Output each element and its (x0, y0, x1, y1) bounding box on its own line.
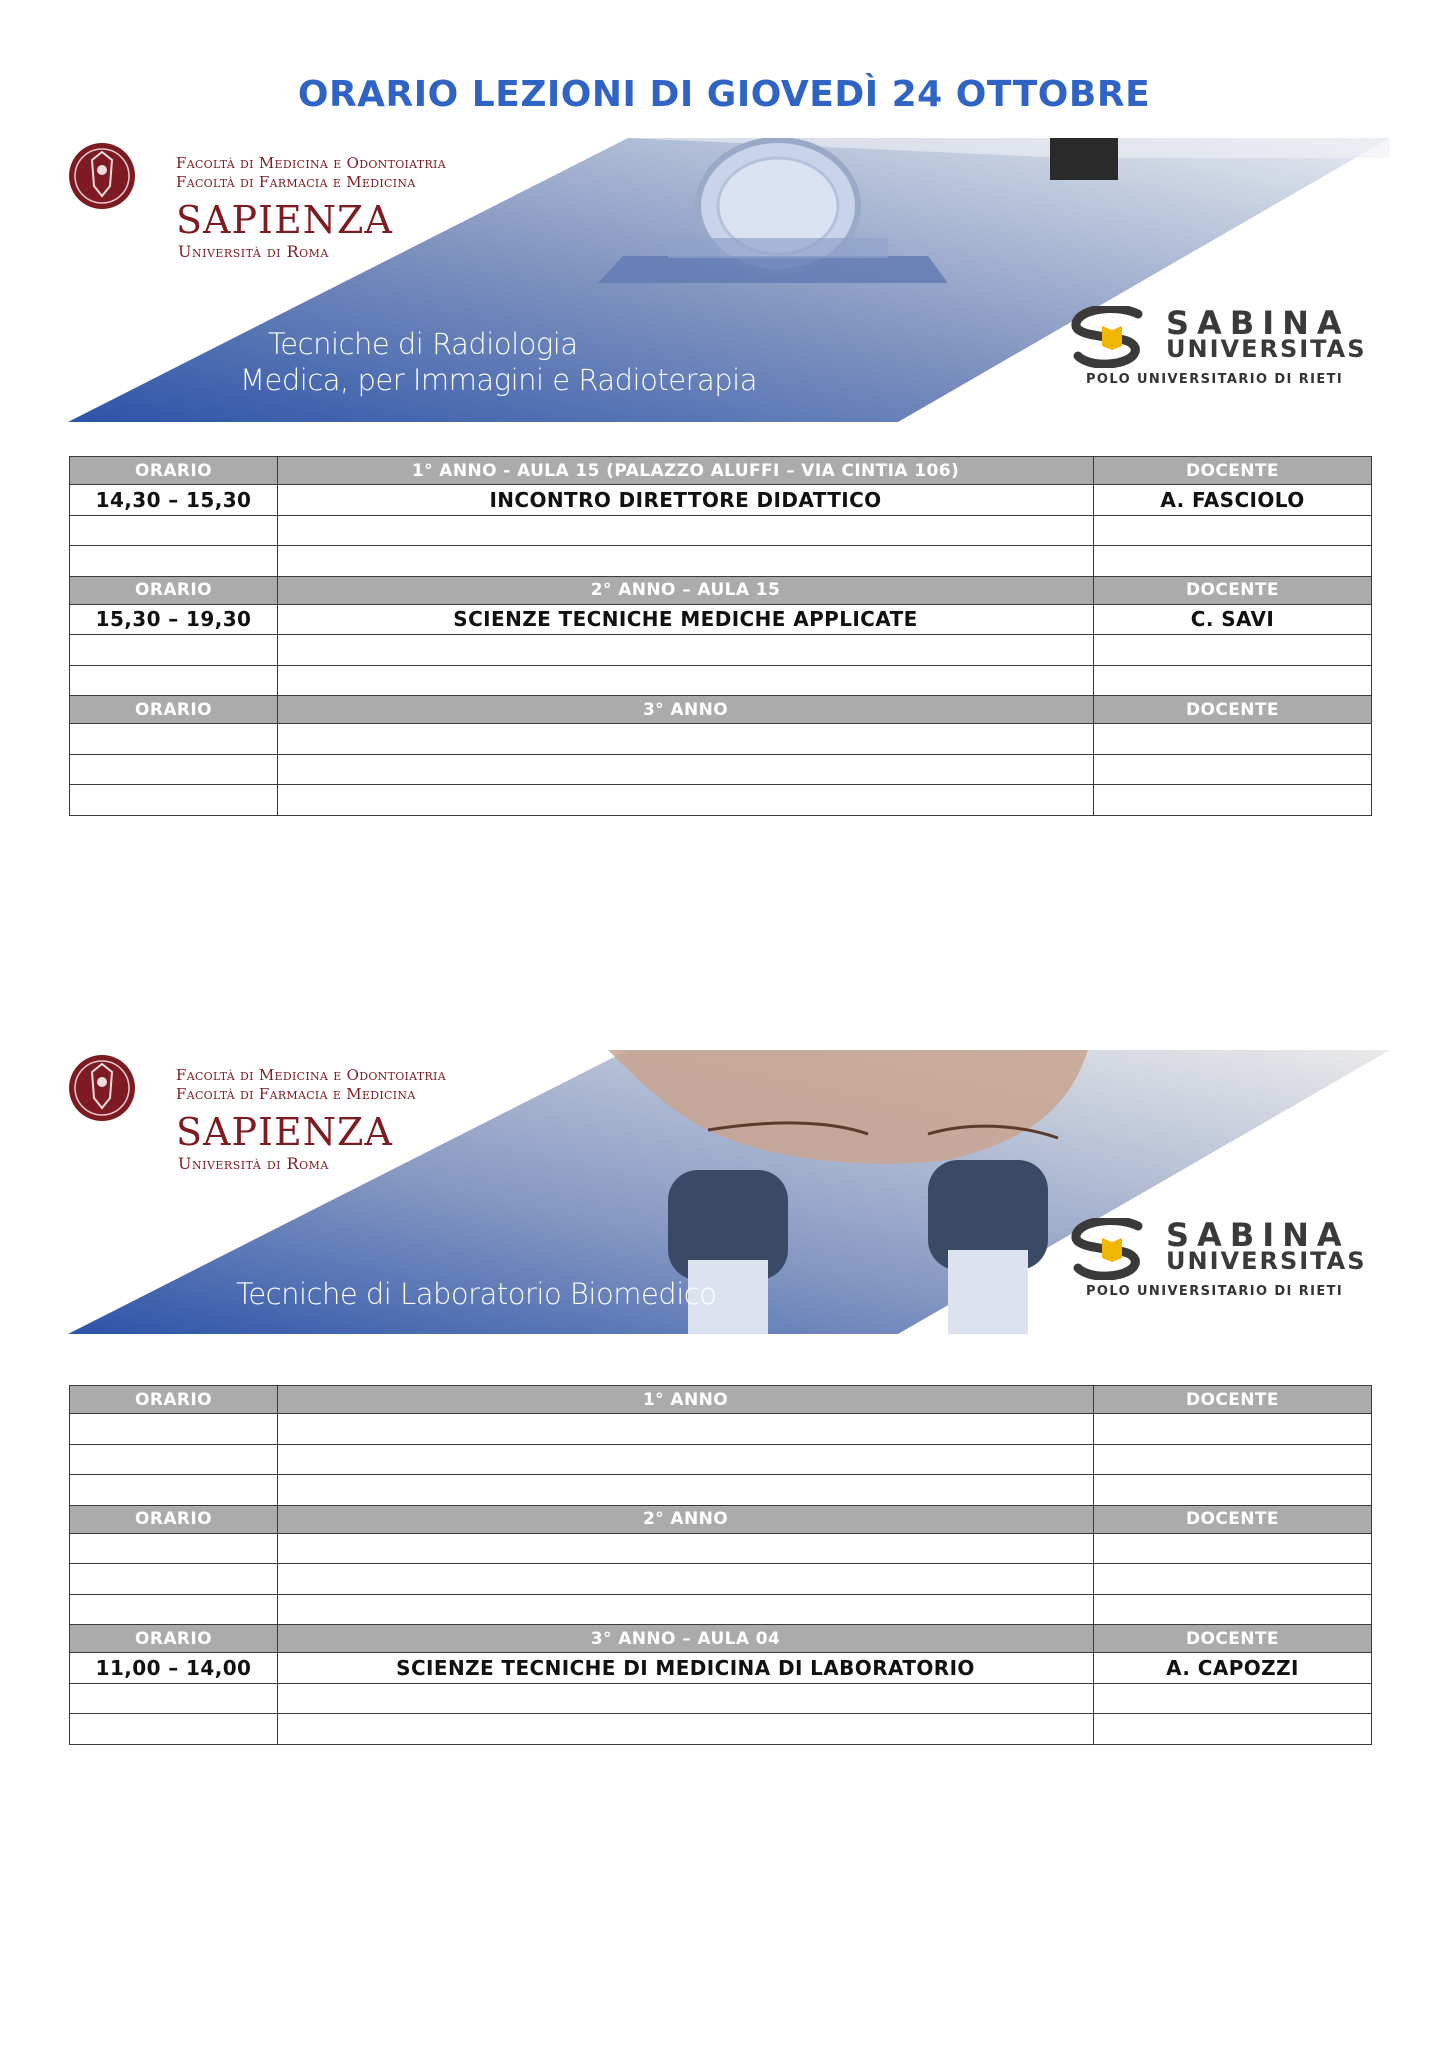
cell-materia (278, 1475, 1094, 1506)
header-anno: 2° ANNO – AULA 15 (278, 576, 1094, 604)
table-row (70, 1444, 1372, 1475)
cell-orario: 14,30 – 15,30 (70, 485, 278, 516)
cell-materia (278, 1564, 1094, 1595)
course-banner-laboratorio (68, 1050, 1390, 1334)
cell-docente (1094, 785, 1372, 816)
page-title: ORARIO LEZIONI DI GIOVEDÌ 24 OTTOBRE (297, 74, 1151, 115)
cell-materia (278, 1533, 1094, 1564)
cell-docente (1094, 1714, 1372, 1745)
cell-docente (1094, 1564, 1372, 1595)
cell-orario (70, 785, 278, 816)
cell-materia (278, 546, 1094, 577)
cell-orario (70, 1714, 278, 1745)
cell-orario (70, 1475, 278, 1506)
cell-orario (70, 1564, 278, 1595)
cell-orario (70, 1594, 278, 1625)
table-row (70, 1564, 1372, 1595)
cell-docente (1094, 1683, 1372, 1714)
table-header-row (70, 696, 1372, 724)
header-anno: 2° ANNO (278, 1505, 1094, 1533)
header-anno: 1° ANNO (278, 1386, 1094, 1414)
table-header-row (70, 576, 1372, 604)
header-docente: DOCENTE (1094, 1505, 1372, 1533)
header-docente: DOCENTE (1094, 457, 1372, 485)
sapienza-seal-icon (68, 138, 136, 214)
cell-docente (1094, 754, 1372, 785)
cell-materia (278, 1714, 1094, 1745)
university-subtitle: Università di Roma (178, 242, 329, 261)
cell-orario (70, 1444, 278, 1475)
sabina-subtitle: UNIVERSITAS (1166, 335, 1367, 363)
cell-docente (1094, 635, 1372, 666)
sabina-polo: POLO UNIVERSITARIO DI RIETI (1086, 1284, 1344, 1299)
university-subtitle: Università di Roma (178, 1154, 329, 1173)
cell-materia: INCONTRO DIRETTORE DIDATTICO (278, 485, 1094, 516)
cell-orario (70, 546, 278, 577)
university-name: SAPIENZA (176, 1110, 393, 1154)
table-row (70, 724, 1372, 755)
table-row (70, 754, 1372, 785)
course-banner-radiologia (68, 138, 1390, 422)
cell-orario (70, 754, 278, 785)
table-header-row (70, 1505, 1372, 1533)
cell-materia (278, 515, 1094, 546)
cell-docente (1094, 724, 1372, 755)
cell-docente (1094, 665, 1372, 696)
university-name: SAPIENZA (176, 198, 393, 242)
cell-materia (278, 754, 1094, 785)
cell-materia: SCIENZE TECNICHE DI MEDICINA DI LABORATORIO (278, 1653, 1094, 1684)
cell-materia (278, 1414, 1094, 1445)
cell-docente (1094, 515, 1372, 546)
faculty-line-2: Facoltà di Farmacia e Medicina (176, 173, 416, 191)
header-anno: 3° ANNO – AULA 04 (278, 1625, 1094, 1653)
cell-docente: C. SAVI (1094, 604, 1372, 635)
cell-orario (70, 1683, 278, 1714)
cell-orario (70, 515, 278, 546)
cell-materia (278, 1594, 1094, 1625)
cell-docente: A. FASCIOLO (1094, 485, 1372, 516)
cell-orario (70, 724, 278, 755)
cell-docente (1094, 1475, 1372, 1506)
sabina-polo: POLO UNIVERSITARIO DI RIETI (1086, 372, 1344, 387)
cell-docente (1094, 1533, 1372, 1564)
course-title-line-1: Tecniche di Radiologia (268, 327, 578, 361)
table-row (70, 1683, 1372, 1714)
schedule-table-radiologia (69, 456, 1372, 816)
table-row (70, 1475, 1372, 1506)
cell-orario (70, 1414, 278, 1445)
cell-materia (278, 1683, 1094, 1714)
cell-docente (1094, 1444, 1372, 1475)
header-anno: 1° ANNO - AULA 15 (PALAZZO ALUFFI – VIA CINTIA 106) (278, 457, 1094, 485)
table-row (70, 485, 1372, 516)
cell-orario: 15,30 – 19,30 (70, 604, 278, 635)
table-row (70, 1414, 1372, 1445)
sabina-title: SABINA (1166, 304, 1350, 342)
cell-docente (1094, 546, 1372, 577)
sabina-title: SABINA (1166, 1216, 1350, 1254)
header-orario: ORARIO (70, 696, 278, 724)
cell-materia: SCIENZE TECNICHE MEDICHE APPLICATE (278, 604, 1094, 635)
course-title-line-2: Medica, per Immagini e Radioterapia (240, 363, 758, 397)
course-title-line-1: Tecniche di Laboratorio Biomedico (236, 1277, 717, 1311)
sabina-subtitle: UNIVERSITAS (1166, 1247, 1367, 1275)
cell-orario: 11,00 – 14,00 (70, 1653, 278, 1684)
faculty-line-1: Facoltà di Medicina e Odontoiatria (176, 154, 446, 172)
cell-docente (1094, 1414, 1372, 1445)
table-row (70, 546, 1372, 577)
cell-orario (70, 635, 278, 666)
faculty-line-1: Facoltà di Medicina e Odontoiatria (176, 1066, 446, 1084)
table-row (70, 1594, 1372, 1625)
sabina-universitas-logo (1068, 1218, 1368, 1308)
schedule-table-laboratorio (69, 1385, 1372, 1745)
header-docente: DOCENTE (1094, 1386, 1372, 1414)
table-row (70, 604, 1372, 635)
table-row (70, 1533, 1372, 1564)
sabina-book-icon (1068, 1218, 1156, 1280)
header-docente: DOCENTE (1094, 576, 1372, 604)
header-docente: DOCENTE (1094, 1625, 1372, 1653)
sabina-universitas-logo (1068, 306, 1368, 396)
cell-docente: A. CAPOZZI (1094, 1653, 1372, 1684)
table-row (70, 785, 1372, 816)
cell-materia (278, 1444, 1094, 1475)
header-orario: ORARIO (70, 457, 278, 485)
header-anno: 3° ANNO (278, 696, 1094, 724)
header-orario: ORARIO (70, 1386, 278, 1414)
cell-materia (278, 724, 1094, 755)
table-header-row (70, 1386, 1372, 1414)
header-docente: DOCENTE (1094, 696, 1372, 724)
table-row (70, 515, 1372, 546)
table-row (70, 665, 1372, 696)
cell-orario (70, 1533, 278, 1564)
header-orario: ORARIO (70, 1505, 278, 1533)
cell-docente (1094, 1594, 1372, 1625)
cell-materia (278, 635, 1094, 666)
faculty-line-2: Facoltà di Farmacia e Medicina (176, 1085, 416, 1103)
table-row (70, 1714, 1372, 1745)
table-header-row (70, 457, 1372, 485)
table-header-row (70, 1625, 1372, 1653)
table-row (70, 1653, 1372, 1684)
cell-orario (70, 665, 278, 696)
header-orario: ORARIO (70, 1625, 278, 1653)
cell-materia (278, 785, 1094, 816)
sapienza-seal-icon (68, 1050, 136, 1126)
table-row (70, 635, 1372, 666)
header-orario: ORARIO (70, 576, 278, 604)
sabina-book-icon (1068, 306, 1156, 368)
cell-materia (278, 665, 1094, 696)
